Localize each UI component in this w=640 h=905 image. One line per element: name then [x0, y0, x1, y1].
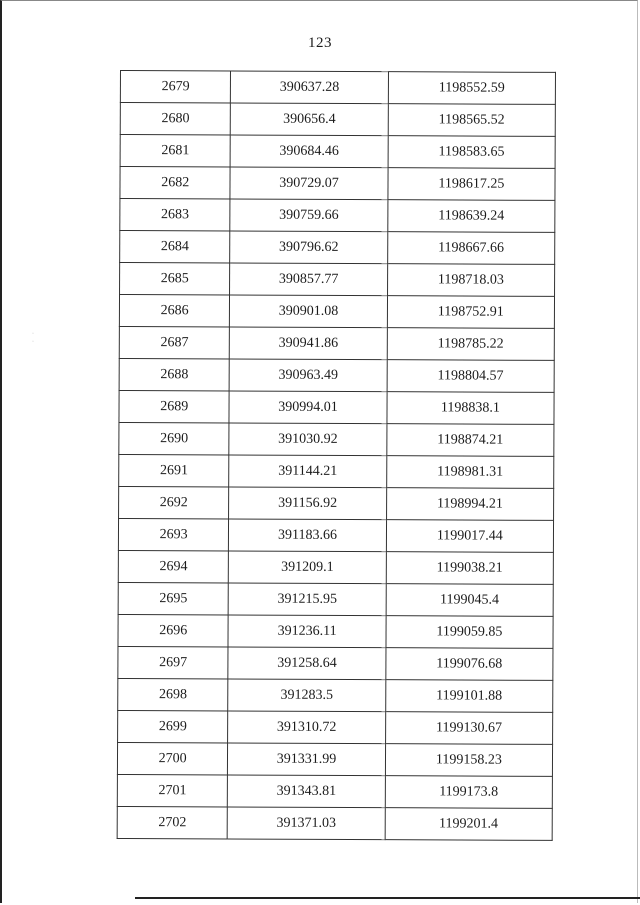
table-row [117, 806, 552, 840]
x-coordinate-cell: 390941.86 [230, 327, 387, 360]
y-coordinate-cell: 1199017.44 [386, 520, 553, 553]
scan-speck: · · [32, 331, 34, 345]
table-row [118, 710, 553, 744]
x-coordinate-cell: 390796.62 [230, 231, 387, 264]
point-id-cell: 2683 [120, 199, 231, 231]
y-coordinate-cell: 1199059.85 [386, 616, 553, 649]
point-id-cell: 2690 [119, 422, 230, 454]
y-coordinate-cell: 1198785.22 [387, 328, 554, 361]
table-row [119, 390, 554, 424]
point-id-cell: 2688 [119, 358, 230, 390]
point-id-cell: 2699 [118, 710, 229, 742]
x-coordinate-cell: 391030.92 [229, 423, 386, 456]
table-row [120, 71, 555, 105]
point-id-cell: 2682 [120, 167, 231, 199]
x-coordinate-cell: 391215.95 [229, 583, 386, 616]
y-coordinate-cell: 1198552.59 [388, 72, 555, 105]
point-id-cell: 2695 [118, 582, 229, 614]
x-coordinate-cell: 391310.72 [228, 711, 385, 744]
x-coordinate-cell: 391331.99 [228, 743, 385, 776]
bottom-rule [135, 897, 640, 899]
point-id-cell: 2701 [117, 774, 228, 806]
x-coordinate-cell: 390684.46 [230, 135, 387, 168]
x-coordinate-cell: 390656.4 [231, 103, 388, 136]
point-id-cell: 2687 [119, 326, 230, 358]
x-coordinate-cell: 391283.5 [228, 679, 385, 712]
table-row [118, 646, 553, 680]
table-row [119, 326, 554, 360]
x-coordinate-cell: 390637.28 [231, 71, 388, 104]
table-row [120, 103, 555, 137]
point-id-cell: 2680 [120, 103, 231, 135]
x-coordinate-cell: 390994.01 [229, 391, 386, 424]
y-coordinate-cell: 1198639.24 [388, 200, 555, 233]
x-coordinate-cell: 390857.77 [230, 263, 387, 296]
point-id-cell: 2692 [119, 486, 230, 518]
table-row [119, 486, 554, 520]
x-coordinate-cell: 391371.03 [228, 807, 385, 840]
x-coordinate-cell: 391343.81 [228, 775, 385, 808]
y-coordinate-cell: 1198752.91 [387, 296, 554, 329]
point-id-cell: 2686 [119, 295, 230, 327]
x-coordinate-cell: 390901.08 [230, 295, 387, 328]
point-id-cell: 2698 [118, 678, 229, 710]
y-coordinate-cell: 1198617.25 [388, 168, 555, 201]
y-coordinate-cell: 1198804.57 [387, 360, 554, 393]
table-row [119, 454, 554, 488]
point-id-cell: 2693 [118, 518, 229, 550]
y-coordinate-cell: 1199201.4 [385, 808, 552, 841]
table-row [118, 550, 553, 584]
y-coordinate-cell: 1199076.68 [386, 648, 553, 681]
table-row [119, 422, 554, 456]
table-row [117, 742, 552, 776]
x-coordinate-cell: 391236.11 [228, 615, 385, 648]
y-coordinate-cell: 1199101.88 [385, 680, 552, 713]
table-row [120, 199, 555, 233]
table-row [118, 614, 553, 648]
y-coordinate-cell: 1198565.52 [388, 104, 555, 137]
table-row [118, 678, 553, 712]
table-row [119, 358, 554, 392]
x-coordinate-cell: 391258.64 [228, 647, 385, 680]
point-id-cell: 2694 [118, 550, 229, 582]
y-coordinate-cell: 1198718.03 [387, 264, 554, 297]
table-row [118, 518, 553, 552]
x-coordinate-cell: 390963.49 [230, 359, 387, 392]
point-id-cell: 2696 [118, 614, 229, 646]
x-coordinate-cell: 390759.66 [230, 199, 387, 232]
y-coordinate-cell: 1198667.66 [387, 232, 554, 265]
x-coordinate-cell: 391144.21 [229, 455, 386, 488]
table-row [120, 231, 555, 265]
x-coordinate-cell: 390729.07 [230, 167, 387, 200]
y-coordinate-cell: 1198874.21 [387, 424, 554, 457]
coordinates-table [117, 70, 556, 841]
point-id-cell: 2681 [120, 135, 231, 167]
point-id-cell: 2684 [120, 231, 231, 263]
y-coordinate-cell: 1199158.23 [385, 744, 552, 777]
y-coordinate-cell: 1199045.4 [386, 584, 553, 617]
point-id-cell: 2700 [117, 742, 228, 774]
point-id-cell: 2702 [117, 806, 228, 838]
y-coordinate-cell: 1198583.65 [388, 136, 555, 169]
x-coordinate-cell: 391156.92 [229, 487, 386, 520]
table-row [120, 263, 555, 297]
y-coordinate-cell: 1198838.1 [387, 392, 554, 425]
point-id-cell: 2679 [120, 71, 231, 103]
y-coordinate-cell: 1198994.21 [386, 488, 553, 521]
y-coordinate-cell: 1199173.8 [385, 776, 552, 809]
y-coordinate-cell: 1198981.31 [386, 456, 553, 489]
point-id-cell: 2691 [119, 454, 230, 486]
table-row [117, 774, 552, 808]
point-id-cell: 2697 [118, 646, 229, 678]
table-row [119, 295, 554, 329]
point-id-cell: 2685 [120, 263, 231, 295]
table-row [120, 135, 555, 169]
y-coordinate-cell: 1199130.67 [385, 712, 552, 745]
point-id-cell: 2689 [119, 390, 230, 422]
y-coordinate-cell: 1199038.21 [386, 552, 553, 585]
table-row [118, 582, 553, 616]
x-coordinate-cell: 391209.1 [229, 551, 386, 584]
coordinates-table-body [117, 71, 555, 841]
x-coordinate-cell: 391183.66 [229, 519, 386, 552]
page-number: 123 [308, 35, 332, 51]
table-row [120, 167, 555, 201]
